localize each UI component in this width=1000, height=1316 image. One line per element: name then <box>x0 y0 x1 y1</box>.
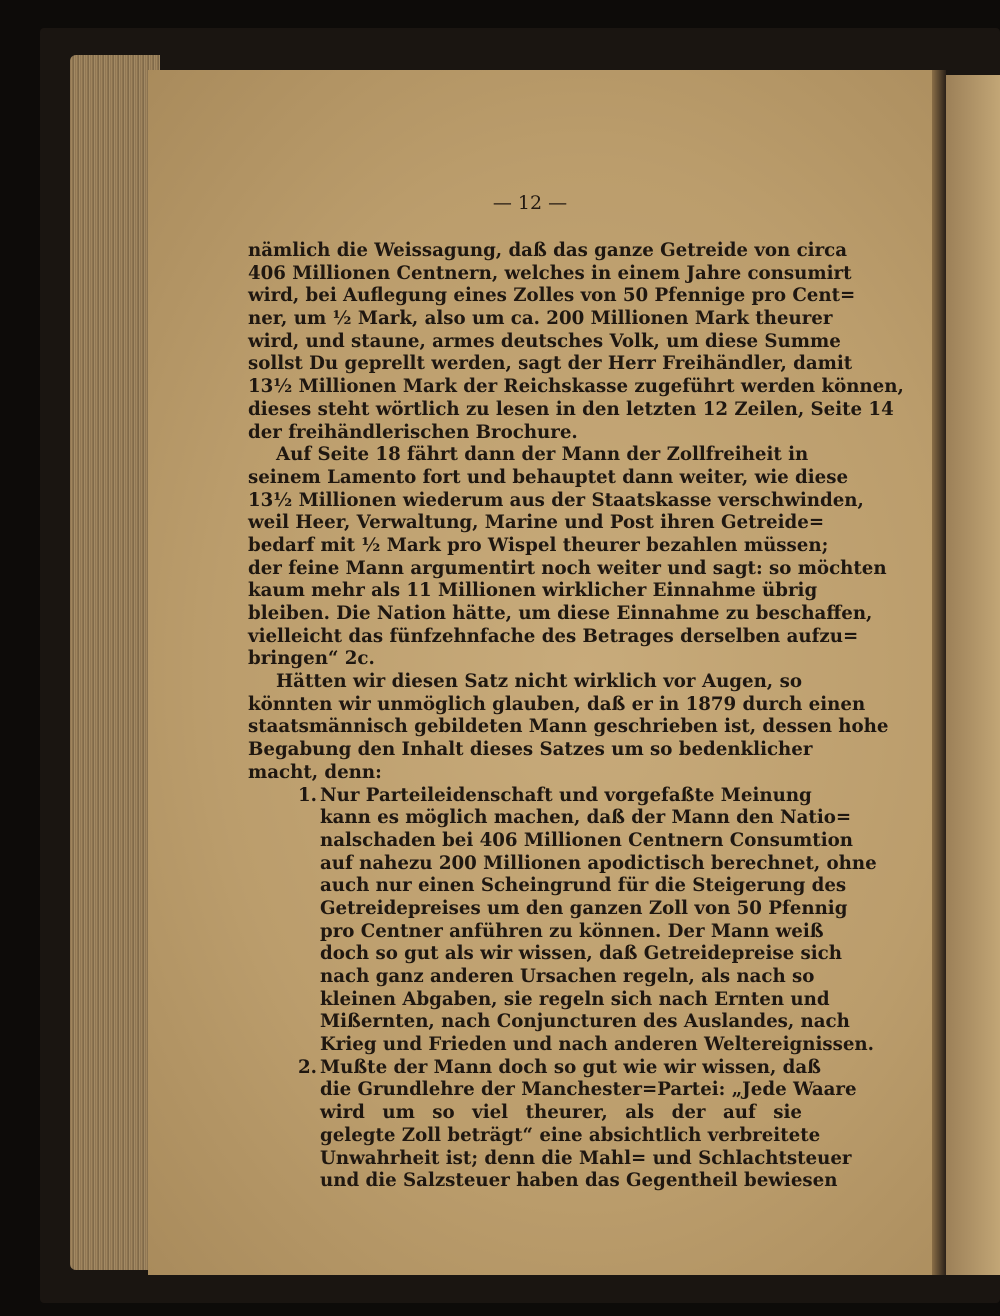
text-line: staatsmännisch gebildeten Mann geschrieben ist, dessen hohe <box>248 716 889 738</box>
list-item <box>248 1056 857 1193</box>
text-line: auf nahezu 200 Millionen apodictisch berechnet, ohne <box>320 852 877 874</box>
page-stack-edge <box>70 55 160 1270</box>
facing-page-edge <box>946 75 1000 1275</box>
text-line: nämlich die Weissagung, daß das ganze Getreide von circa <box>248 240 848 261</box>
text-line: dieses steht wörtlich zu lesen in den letzten 12 Zeilen, Seite 14 <box>248 398 894 420</box>
text-line: sollst Du geprellt werden, sagt der Herr Freihändler, damit <box>248 353 853 375</box>
text-line: gelegte Zoll beträgt“ eine absichtlich verbreitete <box>320 1124 821 1146</box>
text-line: kleinen Abgaben, sie regeln sich nach Ernten und <box>320 988 830 1010</box>
text-line: Getreidepreises um den ganzen Zoll von 50 Pfennig <box>320 897 848 919</box>
text-line: kaum mehr als 11 Millionen wirklicher Einnahme übrig <box>248 580 818 602</box>
text-line: 13½ Millionen wiederum aus der Staatskasse verschwinden, <box>248 489 864 511</box>
text-line: Auf Seite 18 fährt dann der Mann der Zollfreiheit in <box>276 444 809 466</box>
list-item-number: 1. <box>298 784 317 806</box>
text-line: nach ganz anderen Ursachen regeln, als nach so <box>320 966 815 987</box>
text-line: vielleicht das fünfzehnfache des Betrages derselben aufzu= <box>248 625 859 647</box>
text-line: Unwahrheit ist; denn die Mahl= und Schlachtsteuer <box>320 1147 852 1169</box>
text-line: wird um so viel theurer, als der auf sie <box>320 1102 802 1124</box>
text-line: der freihändlerischen Brochure. <box>248 421 578 443</box>
list-item <box>248 784 877 1057</box>
paragraph <box>248 444 887 671</box>
text-line: die Grundlehre der Manchester=Partei: „Jede Waare <box>320 1079 857 1101</box>
paragraph <box>248 671 889 784</box>
text-line: pro Centner anführen zu können. Der Mann weiß <box>320 920 824 942</box>
text-line: könnten wir unmöglich glauben, daß er in 1879 durch einen <box>248 693 866 715</box>
text-line: Nur Parteileidenschaft und vorgefaßte Meinung <box>320 784 812 806</box>
text-line: seinem Lamento fort und behauptet dann weiter, wie diese <box>248 466 849 488</box>
text-line: Begabung den Inhalt dieses Satzes um so bedenklicher <box>248 739 813 761</box>
text-line: kann es möglich machen, daß der Mann den Natio= <box>320 807 852 829</box>
text-line: bedarf mit ½ Mark pro Wispel theurer bezahlen müssen; <box>248 534 829 556</box>
text-line: macht, denn: <box>248 761 382 783</box>
text-line: bringen“ 2c. <box>248 648 375 670</box>
text-line: doch so gut als wir wissen, daß Getreidepreise sich <box>320 943 842 965</box>
text-line: bleiben. Die Nation hätte, um diese Einnahme zu beschaffen, <box>248 603 873 624</box>
text-line: wird, und staune, armes deutsches Volk, um diese Summe <box>248 330 841 352</box>
text-line: 406 Millionen Centnern, welches in einem Jahre consumirt <box>248 262 852 284</box>
book-gutter <box>932 70 946 1275</box>
text-line: Hätten wir diesen Satz nicht wirklich vor Augen, so <box>276 671 802 693</box>
text-line: wird, bei Auflegung eines Zolles von 50 Pfennige pro Cent= <box>248 285 856 307</box>
text-line: auch nur einen Scheingrund für die Steigerung des <box>320 875 847 897</box>
page-number: — 12 — <box>492 192 568 214</box>
text-line: ner, um ½ Mark, also um ca. 200 Millionen Mark theurer <box>248 308 833 330</box>
text-line: nalschaden bei 406 Millionen Centnern Consumtion <box>320 829 853 851</box>
text-line: Mußte der Mann doch so gut wie wir wissen, daß <box>320 1056 821 1078</box>
body-text <box>248 240 904 1193</box>
text-line: Mißernten, nach Conjuncturen des Auslandes, nach <box>320 1011 850 1033</box>
text-line: der feine Mann argumentirt noch weiter und sagt: so möchten <box>248 557 887 579</box>
text-line: 13½ Millionen Mark der Reichskasse zugeführt werden können, <box>248 376 904 398</box>
list-item-number: 2. <box>298 1056 317 1078</box>
paragraph <box>248 240 904 444</box>
text-line: weil Heer, Verwaltung, Marine und Post ihren Getreide= <box>248 512 825 534</box>
text-line: Krieg und Frieden und nach anderen Weltereignissen. <box>320 1034 874 1056</box>
text-line: und die Salzsteuer haben das Gegentheil bewiesen <box>320 1170 838 1192</box>
